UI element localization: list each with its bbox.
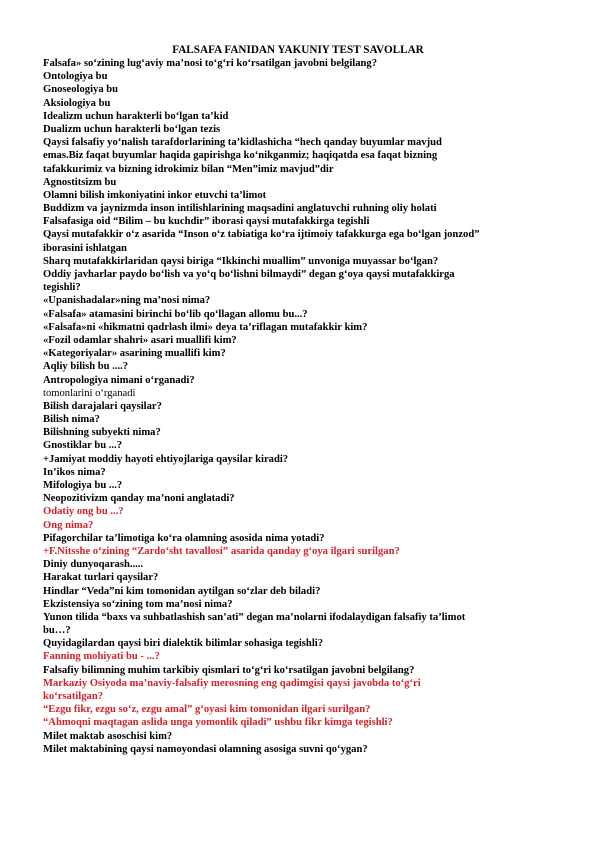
question-line: «Falsafa»ni «hikmatni qadrlash ilmi» deya ta’riflagan mutafakkir kim?: [43, 321, 368, 333]
page-title: FALSAFA FANIDAN YAKUNIY TEST SAVOLLAR: [172, 44, 424, 56]
question-line: emas.Biz faqat buyumlar haqida gapirishga ko‘nikganmiz; haqiqatda esa faqat bizning: [43, 150, 438, 162]
question-line: “Ahmoqni maqtagan aslida unga yomonlik qiladi” ushbu fikr kimga tegishli?: [43, 717, 393, 729]
question-line: Diniy dunyoqarash.....: [43, 559, 144, 571]
question-line: Idealizm uchun harakterli bo‘lgan ta’kid: [43, 110, 229, 122]
question-line: Falsafasiga oid “Bilim – bu kuchdir” iborasi qaysi mutafakkirga tegishli: [43, 216, 370, 228]
question-line: Dualizm uchun harakterli bo‘lgan tezis: [43, 123, 221, 135]
question-line: Milet maktab asoschisi kim?: [43, 730, 173, 742]
question-line: «Kategoriyalar» asarining muallifi kim?: [43, 348, 226, 360]
question-line: iborasini ishlatgan: [43, 242, 127, 254]
question-line: Gnoseologiya bu: [43, 84, 119, 96]
question-line: Neopozitivizm qanday ma’noni anglatadi?: [43, 493, 235, 505]
question-line: Quyidagilardan qaysi biri dialektik bilimlar sohasiga tegishli?: [43, 638, 324, 650]
question-line: Oddiy javharlar paydo bo‘lish va yo‘q bo‘lishni bilmaydi” degan g‘oya qaysi mutafakkirga: [43, 269, 455, 280]
question-line: Agnostitsizm bu: [43, 176, 117, 188]
question-line: Qaysi mutafakkir o‘z asarida “Inson o‘z tabiatiga ko‘ra ijtimoiy tafakkurga ega bo‘lgan jonzod”: [43, 229, 480, 241]
question-line: Falsafiy bilimning muhim tarkibiy qismlari to‘g‘ri ko‘rsatilgan javobni belgilang?: [43, 664, 415, 676]
question-line: Odatiy ong bu ...?: [43, 506, 124, 518]
question-line: Harakat turlari qaysilar?: [43, 572, 159, 584]
question-line: Markaziy Osiyoda ma’naviy-falsafiy merosning eng qadimgisi qaysi javobda to‘g‘ri: [43, 677, 421, 689]
question-line: Milet maktabining qaysi namoyondasi olamning asosiga suvni qo‘ygan?: [43, 743, 368, 755]
question-line: Sharq mutafakkirlaridan qaysi biriga “Ikkinchi muallim” unvoniga muyassar bo‘lgan?: [43, 255, 439, 267]
question-line: +F.Nitsshe o‘zining “Zardo‘sht tavallosi” asarida qanday g‘oya ilgari surilgan?: [43, 545, 400, 557]
question-line: Ekzistensiya so‘zining tom ma’nosi nima?: [43, 598, 233, 610]
question-line: Gnostiklar bu ...?: [43, 440, 122, 452]
question-line: +Jamiyat moddiy hayoti ehtiyojlariga qaysilar kiradi?: [43, 453, 289, 465]
question-line: Qaysi falsafiy yo‘nalish tarafdorlarining ta’kidlashicha “hech qanday buyumlar mavjud: [43, 137, 442, 149]
question-line: “Ezgu fikr, ezgu so‘z, ezgu amal” g‘oyasi kim tomonidan ilgari surilgan?: [43, 704, 371, 716]
question-line: Ontologiya bu: [43, 71, 108, 83]
question-line: Bilish nima?: [43, 414, 100, 426]
question-line: «Fozil odamlar shahri» asari muallifi kim?: [43, 334, 237, 346]
question-line: Aksiologiya bu: [43, 97, 111, 109]
question-line: Bilish darajalari qaysilar?: [43, 400, 162, 412]
question-line: Bilishning subyekti nima?: [43, 427, 161, 439]
question-line: Olamni bilish imkoniyatini inkor etuvchi ta’limot: [43, 189, 267, 201]
question-line: Pifagorchilar ta’limotiga ko‘ra olamning asosida nima yotadi?: [43, 532, 325, 544]
question-line: Buddizm va jaynizmda inson intilishlarining maqsadini anglatuvchi ruhning oliy holati: [43, 203, 437, 215]
question-list: [43, 57, 563, 756]
question-line: «Falsafa» atamasini birinchi bo‘lib qo‘llagan allomu bu...?: [43, 308, 308, 320]
question-line: ko‘rsatilgan?: [43, 691, 104, 702]
question-line: tafakkurimiz va bizning idrokimiz bilan “Men”imiz mavjud”dir: [43, 163, 334, 175]
question-line: Falsafa» so‘zining lug‘aviy ma’nosi to‘g‘ri ko‘rsatilgan javobni belgilang?: [43, 58, 378, 69]
question-line: Aqliy bilish bu ....?: [43, 361, 129, 373]
question-line: Yunon tilida “baxs va suhbatlashish san’ati” degan ma’nolarni ifodalaydigan falsafiy ta’limot: [43, 611, 466, 623]
question-line: Ong nima?: [43, 519, 94, 531]
question-line: Mifologiya bu ...?: [43, 480, 123, 491]
question-line: Antropologiya nimani o‘rganadi?: [43, 374, 195, 386]
question-line: In’ikos nima?: [43, 466, 106, 478]
question-line: Fanning mohiyati bu - ...?: [43, 651, 160, 663]
question-line: «Upanishadalar»ning ma’nosi nima?: [43, 295, 211, 307]
question-line: tomonlarini o‘rganadi: [43, 387, 136, 399]
question-line: tegishli?: [43, 282, 81, 294]
question-line: bu…?: [43, 625, 71, 637]
question-line: Hindlar “Veda”ni kim tomonidan aytilgan so‘zlar deb biladi?: [43, 585, 321, 597]
